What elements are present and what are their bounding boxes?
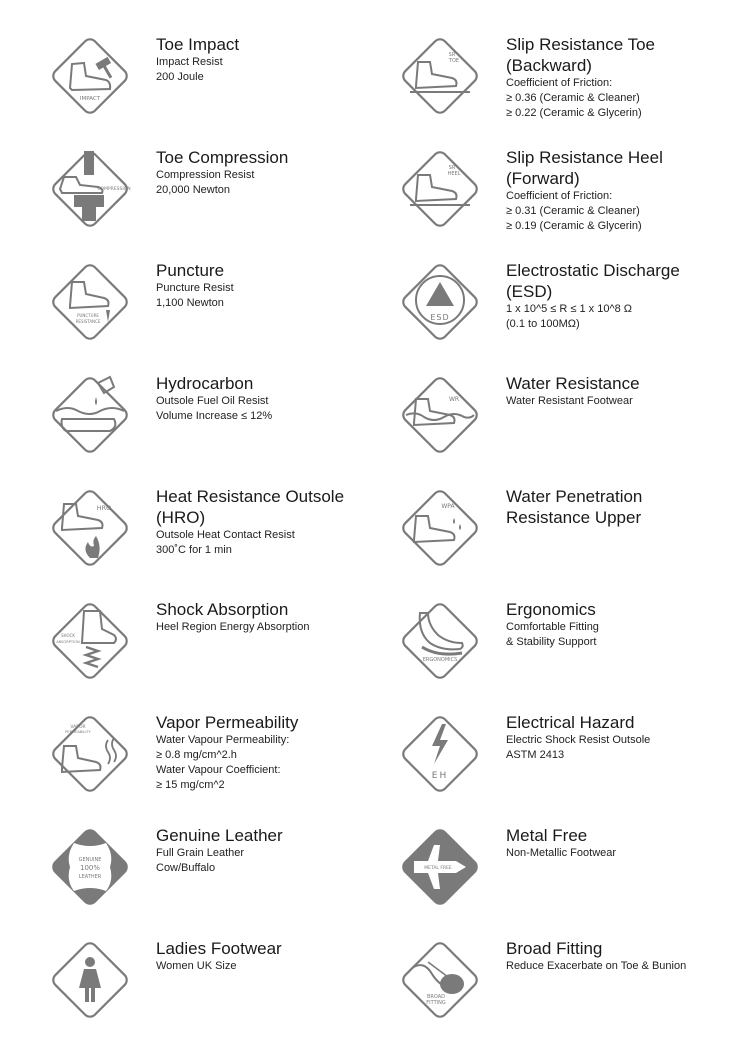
- feature-detail: Heel Region Energy Absorption: [156, 621, 310, 633]
- feature-title: Resistance Upper: [506, 508, 642, 527]
- feature-title: Hydrocarbon: [156, 374, 254, 393]
- icon-badge-text: RESISTANCE: [75, 319, 101, 324]
- feature-detail: 1,100 Newton: [156, 297, 224, 309]
- feature-detail: Volume Increase ≤ 12%: [156, 410, 273, 422]
- icon-badge-text: IMPACT: [79, 96, 101, 102]
- feature-title: (HRO): [156, 508, 206, 527]
- feature-detail: Coefficient of Friction:: [506, 77, 613, 89]
- feature-title: Metal Free: [506, 826, 588, 845]
- feature-detail: Water Resistant Footwear: [506, 395, 633, 407]
- feature-detail: Water Vapour Permeability:: [156, 734, 290, 746]
- feature-detail: ≥ 0.31 (Ceramic & Cleaner): [506, 205, 640, 217]
- feature-detail: ≥ 0.19 (Ceramic & Glycerin): [506, 220, 642, 232]
- feature-detail: Reduce Exacerbate on Toe & Bunion: [506, 960, 687, 972]
- icon-badge-text: PERMEABILITY: [65, 730, 91, 734]
- feature-title: Heat Resistance Outsole: [156, 487, 345, 506]
- feature-title: Ergonomics: [506, 600, 596, 619]
- feature-detail: Puncture Resist: [156, 282, 234, 294]
- icon-badge-text: SHOCK: [60, 633, 76, 638]
- compression-icon: [48, 147, 132, 231]
- icon-badge-text: PUNCTURE: [77, 313, 99, 318]
- feature-detail: 1 x 10^5 ≤ R ≤ 1 x 10^8 Ω: [506, 303, 633, 315]
- water-penetration-icon: [398, 486, 482, 570]
- icon-badge-text: SR: [448, 52, 456, 58]
- icon-badge-text: ESD: [430, 313, 450, 322]
- feature-detail: Coefficient of Friction:: [506, 190, 613, 202]
- feature-detail: Compression Resist: [156, 169, 255, 181]
- electrical-hazard-icon: [398, 712, 482, 796]
- icon-badge-text: BROAD: [426, 994, 446, 1000]
- feature-detail: 200 Joule: [156, 71, 204, 83]
- metal-free-icon: [398, 825, 482, 909]
- ladies-footwear-icon: [48, 938, 132, 1022]
- feature-title: Slip Resistance Toe: [506, 35, 655, 54]
- feature-title: Electrostatic Discharge: [506, 261, 680, 280]
- icon-badge-text: HEEL: [447, 171, 461, 177]
- icon-badge-text: LEATHER: [78, 874, 102, 880]
- feature-title: Toe Compression: [156, 148, 289, 167]
- feature-title: (Backward): [506, 56, 592, 75]
- icon-badge-text: ERGONOMICS: [422, 657, 458, 663]
- feature-detail: & Stability Support: [506, 636, 597, 648]
- feature-title: Shock Absorption: [156, 600, 289, 619]
- feature-detail: Women UK Size: [156, 960, 237, 972]
- icon-badge-text: SR: [448, 165, 456, 171]
- feature-detail: ≥ 0.8 mg/cm^2.h: [156, 749, 237, 761]
- feature-title: Toe Impact: [156, 35, 240, 54]
- feature-title: Slip Resistance Heel: [506, 148, 663, 167]
- icon-badge-text: HRO: [96, 504, 112, 512]
- feature-title: Broad Fitting: [506, 939, 603, 958]
- feature-detail: Water Vapour Coefficient:: [156, 764, 281, 776]
- puncture-icon: [48, 260, 132, 344]
- shock-absorption-icon: [48, 599, 132, 683]
- icon-badge-text: EH: [431, 771, 449, 781]
- feature-title: Water Penetration: [506, 487, 643, 506]
- impact-icon: [48, 34, 132, 118]
- feature-title: (ESD): [506, 282, 553, 301]
- feature-detail: ≥ 15 mg/cm^2: [156, 779, 225, 791]
- feature-detail: Cow/Buffalo: [156, 862, 216, 874]
- feature-detail: 300˚C for 1 min: [156, 544, 232, 556]
- feature-title: (Forward): [506, 169, 580, 188]
- slip-toe-icon: [398, 34, 482, 118]
- feature-detail: (0.1 to 100MΩ): [506, 318, 580, 330]
- feature-title: Vapor Permeability: [156, 713, 299, 732]
- feature-detail: 20,000 Newton: [156, 184, 230, 196]
- feature-title: Genuine Leather: [156, 826, 283, 845]
- genuine-leather-icon: [48, 825, 132, 909]
- feature-detail: Full Grain Leather: [156, 847, 245, 859]
- feature-detail: Outsole Heat Contact Resist: [156, 529, 295, 541]
- icon-badge-text: TOE: [448, 58, 460, 64]
- slip-heel-icon: [398, 147, 482, 231]
- broad-fitting-icon: [398, 938, 482, 1022]
- feature-detail: ≥ 0.36 (Ceramic & Cleaner): [506, 92, 640, 104]
- feature-title: Puncture: [156, 261, 225, 280]
- hydrocarbon-icon: [48, 373, 132, 457]
- icon-badge-text: FITTING: [426, 1000, 446, 1006]
- feature-detail: ≥ 0.22 (Ceramic & Glycerin): [506, 107, 642, 119]
- icon-badge-text: GENUINE: [78, 857, 102, 863]
- feature-title: Electrical Hazard: [506, 713, 635, 732]
- icon-badge-text: WPA: [441, 503, 455, 510]
- feature-detail: Electric Shock Resist Outsole: [506, 734, 651, 746]
- icon-badge-text: COMPRESSION: [97, 187, 131, 192]
- feature-detail: ASTM 2413: [506, 749, 565, 761]
- icon-badge-text: WR: [448, 396, 460, 403]
- icon-badge-text: METAL FREE: [424, 866, 452, 871]
- feature-detail: Comfortable Fitting: [506, 621, 599, 633]
- icon-badge-text: VAPOR: [70, 725, 86, 730]
- icon-badge-text: 100%: [79, 864, 101, 872]
- feature-title: Ladies Footwear: [156, 939, 282, 958]
- feature-detail: Impact Resist: [156, 56, 223, 68]
- heat-resistance-icon: [48, 486, 132, 570]
- vapor-permeability-icon: [48, 712, 132, 796]
- feature-detail: Non-Metallic Footwear: [506, 847, 617, 859]
- icon-badge-text: ABSORPTION: [56, 640, 80, 644]
- ergonomics-icon: [398, 599, 482, 683]
- water-resistance-icon: [398, 373, 482, 457]
- esd-icon: [398, 260, 482, 344]
- feature-title: Water Resistance: [506, 374, 640, 393]
- feature-detail: Outsole Fuel Oil Resist: [156, 395, 269, 407]
